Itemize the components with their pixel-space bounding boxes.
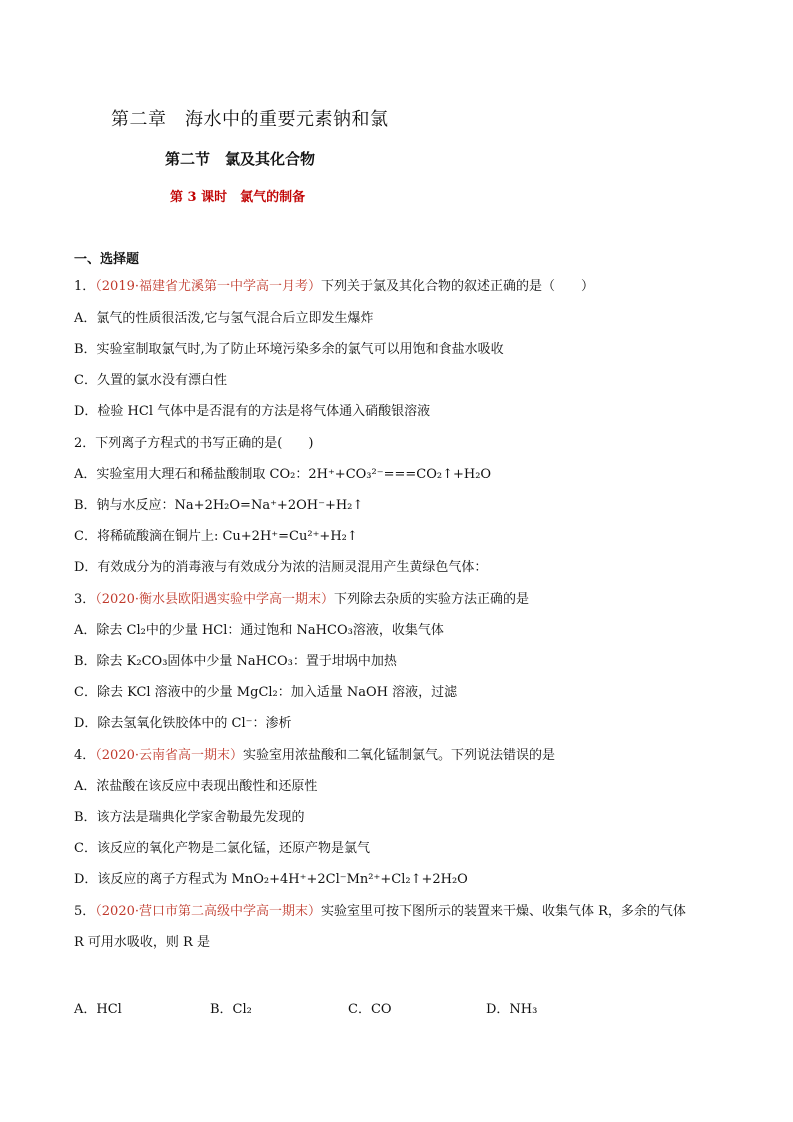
question-number: 1． (74, 279, 96, 294)
question-4-stem (74, 748, 555, 764)
section-title: 第二节 氯及其化合物 (165, 150, 316, 168)
part-title: 一、选择题 (74, 252, 140, 267)
question-source: （2020·营口市第二高级中学高一期末） (95, 904, 321, 919)
q2-option-c: C．将稀硫酸滴在铜片上: Cu+2H⁺=Cu²⁺+H₂↑ (74, 529, 358, 544)
q3-option-c: C．除去 KCl 溶液中的少量 MgCl₂：加入适量 NaOH 溶液，过滤 (74, 685, 458, 700)
q4-option-a: A．浓盐酸在该反应中表现出酸性和还原性 (74, 779, 318, 794)
q2-option-d: D．有效成分为的消毒液与有效成分为浓的洁厕灵混用产生黄绿色气体： (74, 560, 488, 575)
question-text: 实验室用浓盐酸和二氧化锰制氯气。下列说法错误的是 (243, 748, 556, 763)
question-1-stem (74, 279, 594, 295)
question-5-stem (74, 904, 686, 920)
question-source: （2020·衡水县欧阳遇实验中学高一期末） (95, 592, 334, 607)
question-5-stem-continued: R 可用水吸收，则 R 是 (74, 935, 210, 950)
q2-option-b: B．钠与水反应：Na+2H₂O=Na⁺+2OH⁻+H₂↑ (74, 498, 364, 513)
q5-option-b: B．Cl₂ (210, 1002, 252, 1017)
q5-option-c: C．CO (348, 1002, 392, 1017)
question-number: 4． (74, 748, 96, 763)
question-text: 实验室里可按下图所示的装置来干燥、收集气体 R，多余的气体 (321, 904, 686, 919)
q1-option-a: A．氯气的性质很活泼,它与氢气混合后立即发生爆炸 (74, 311, 374, 326)
question-number: 3． (74, 592, 96, 607)
q2-option-a: A．实验室用大理石和稀盐酸制取 CO₂：2H⁺+CO₃²⁻===CO₂↑+H₂O (74, 467, 492, 482)
question-number: 5． (74, 904, 96, 919)
q5-option-a: A．HCl (74, 1002, 122, 1017)
question-text: 下列关于氯及其化合物的叙述正确的是（ ） (321, 279, 595, 294)
question-2-stem: 2．下列离子方程式的书写正确的是( ) (74, 436, 314, 451)
q4-option-c: C．该反应的氧化产物是二氯化锰，还原产物是氯气 (74, 841, 370, 856)
question-text: 下列除去杂质的实验方法正确的是 (334, 592, 530, 607)
question-source: （2019·福建省尤溪第一中学高一月考） (95, 279, 321, 294)
q5-option-d: D．NH₃ (486, 1002, 538, 1017)
question-source: （2020·云南省高一期末） (95, 748, 243, 763)
lesson-title: 第 3 课时 氯气的制备 (170, 190, 306, 205)
q1-option-b: B．实验室制取氯气时,为了防止环境污染多余的氯气可以用饱和食盐水吸收 (74, 342, 504, 357)
chapter-title: 第二章 海水中的重要元素钠和氯 (111, 109, 389, 130)
q4-option-b: B．该方法是瑞典化学家舍勒最先发现的 (74, 810, 305, 825)
q3-option-b: B．除去 K₂CO₃固体中少量 NaHCO₃：置于坩埚中加热 (74, 654, 397, 669)
question-3-stem (74, 592, 529, 608)
q3-option-d: D．除去氢氧化铁胶体中的 Cl⁻：渗析 (74, 716, 292, 731)
q1-option-d: D．检验 HCl 气体中是否混有的方法是将气体通入硝酸银溶液 (74, 404, 431, 419)
q1-option-c: C．久置的氯水没有漂白性 (74, 373, 227, 388)
q4-option-d: D．该反应的离子方程式为 MnO₂+4H⁺+2Cl⁻Mn²⁺+Cl₂↑+2H₂O (74, 872, 468, 887)
q3-option-a: A．除去 Cl₂中的少量 HCl：通过饱和 NaHCO₃溶液，收集气体 (74, 623, 444, 638)
